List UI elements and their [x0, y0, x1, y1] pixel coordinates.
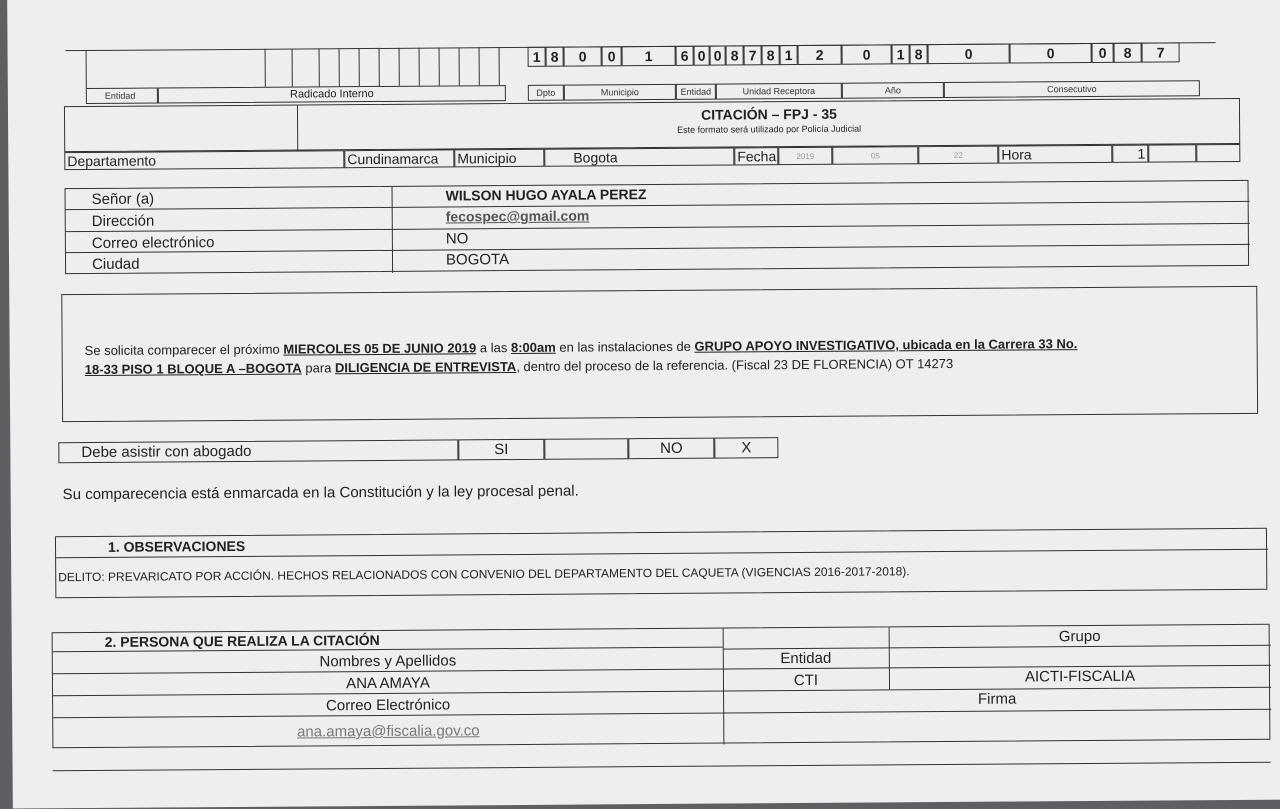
lawyer-label: Debe asistir con abogado — [58, 439, 458, 463]
ciudad-value: BOGOTA — [445, 251, 510, 269]
label-radicado-interno: Radicado Interno — [158, 85, 506, 103]
code-digit: 1 — [622, 46, 676, 66]
recipient-table — [65, 180, 1250, 274]
label-entidad-2: Entidad — [676, 84, 716, 100]
nombres-value: ANA AMAYA — [346, 674, 430, 693]
hora-value: 1 — [1112, 145, 1148, 163]
municipio-label: Municipio — [454, 149, 544, 168]
summons-connector: en las instalaciones de — [555, 338, 695, 355]
persona-table — [52, 624, 1271, 749]
lawyer-no-checkbox[interactable]: X — [714, 437, 778, 458]
title-box — [64, 98, 1240, 152]
code-digit: 0 — [564, 46, 602, 66]
code-digit: 0 — [1092, 43, 1114, 63]
code-digit: 8 — [910, 44, 928, 64]
hora-blank — [1196, 144, 1240, 162]
nombres-label: Nombres y Apellidos — [319, 652, 457, 671]
firma-label: Firma — [977, 690, 1017, 708]
code-digit: 0 — [602, 46, 622, 66]
recipient-label: Señor (a) — [91, 190, 155, 208]
code-digit: 6 — [676, 46, 694, 66]
observaciones-text: DELITO: PREVARICATO POR ACCIÓN. HECHOS RELACIONADOS CON CONVENIO DEL DEPARTAMENTO DEL CAQUETA (VIGENCIAS 2016-2017-2018). — [58, 564, 910, 585]
summons-intro: Se solicita comparecer el próximo — [84, 341, 284, 359]
code-digit: 7 — [744, 45, 762, 65]
summons-time: 8:00am — [510, 339, 556, 356]
departamento-value: Cundinamarca — [344, 149, 454, 168]
direccion-value[interactable]: fecospec@gmail.com — [445, 207, 590, 225]
paper-sheet — [7, 0, 1280, 809]
ciudad-label: Ciudad — [91, 255, 140, 273]
form-title: CITACIÓN – FPJ - 35 — [701, 105, 838, 123]
departamento-label: Departamento — [64, 150, 344, 170]
municipio-value: Bogota — [544, 147, 734, 166]
fecha-label: Fecha — [734, 147, 778, 165]
recipient-name: WILSON HUGO AYALA PEREZ — [445, 186, 647, 204]
label-anio: Año — [842, 82, 944, 99]
code-digit: 0 — [710, 46, 726, 66]
correo-electronico-value[interactable]: ana.amaya@fiscalia.gov.co — [296, 722, 480, 741]
grupo-label: Grupo — [1058, 627, 1101, 646]
summons-connector: para — [301, 360, 336, 376]
code-digit: 1 — [528, 47, 546, 67]
bottom-rule — [53, 762, 1271, 772]
summons-address: 18-33 PISO 1 — [84, 361, 164, 378]
summons-text — [85, 333, 1245, 379]
fecha-month: 05 — [832, 146, 918, 165]
radicado-boxes — [86, 47, 506, 88]
code-digit: 0 — [842, 44, 892, 64]
code-digit: 1 — [892, 44, 910, 64]
lawyer-si-label: SI — [458, 439, 544, 461]
correo-value: NO — [445, 230, 469, 248]
form-subtitle: Este formato será utilizado por Policía Judicial — [677, 123, 862, 135]
fecha-year: 2019 — [778, 147, 832, 165]
summons-box — [61, 286, 1258, 422]
code-digit: 2 — [798, 45, 842, 65]
hora-label: Hora — [998, 145, 1112, 164]
constitution-note: Su comparecencia está enmarcada en la Constitución y la ley procesal penal. — [62, 482, 579, 504]
label-consecutivo: Consecutivo — [944, 80, 1200, 98]
summons-purpose: DILIGENCIA DE ENTREVISTA — [334, 359, 517, 376]
fecha-day: 22 — [918, 146, 998, 165]
persona-heading: 2. PERSONA QUE REALIZA LA CITACIÓN — [104, 631, 380, 650]
summons-date: MIERCOLES 05 DE JUNIO 2019 — [283, 340, 477, 357]
code-digit: 8 — [726, 45, 744, 65]
hora-blank — [1148, 144, 1196, 162]
header-code-area — [66, 42, 1216, 106]
code-digit: 8 — [546, 47, 564, 67]
code-digit: 8 — [1114, 43, 1142, 63]
summons-place: GRUPO APOYO INVESTIGATIVO, ubicada en la Carrera 33 No. — [694, 336, 1078, 354]
code-digit: 1 — [780, 45, 798, 65]
correo-label: Correo electrónico — [91, 234, 215, 252]
observaciones-box — [55, 528, 1267, 598]
code-digit: 0 — [1010, 43, 1092, 64]
label-municipio: Municipio — [564, 84, 676, 101]
correo-electronico-label: Correo Electrónico — [325, 696, 451, 715]
code-digit: 0 — [928, 44, 1010, 65]
label-unidad-receptora: Unidad Receptora — [716, 83, 842, 100]
observaciones-heading: 1. OBSERVACIONES — [107, 537, 246, 555]
code-digit: 7 — [1142, 42, 1180, 62]
direccion-label: Dirección — [91, 212, 155, 230]
code-digit: 8 — [762, 45, 780, 65]
lawyer-si-checkbox[interactable] — [544, 438, 628, 460]
label-dpto: Dpto — [528, 85, 564, 101]
grupo-value: AICTI-FISCALIA — [1024, 667, 1136, 686]
summons-reference: , dentro del proceso de la referencia. (Fiscal 23 DE FLORENCIA) OT 14273 — [516, 355, 954, 375]
label-entidad: Entidad — [86, 87, 158, 104]
entidad-label: Entidad — [780, 649, 832, 668]
lawyer-no-label: NO — [628, 438, 714, 460]
summons-block: BLOQUE A –BOGOTA — [163, 360, 302, 377]
summons-connector: a las — [476, 340, 511, 356]
code-digit: 0 — [694, 46, 710, 66]
entidad-value: CTI — [793, 671, 819, 690]
